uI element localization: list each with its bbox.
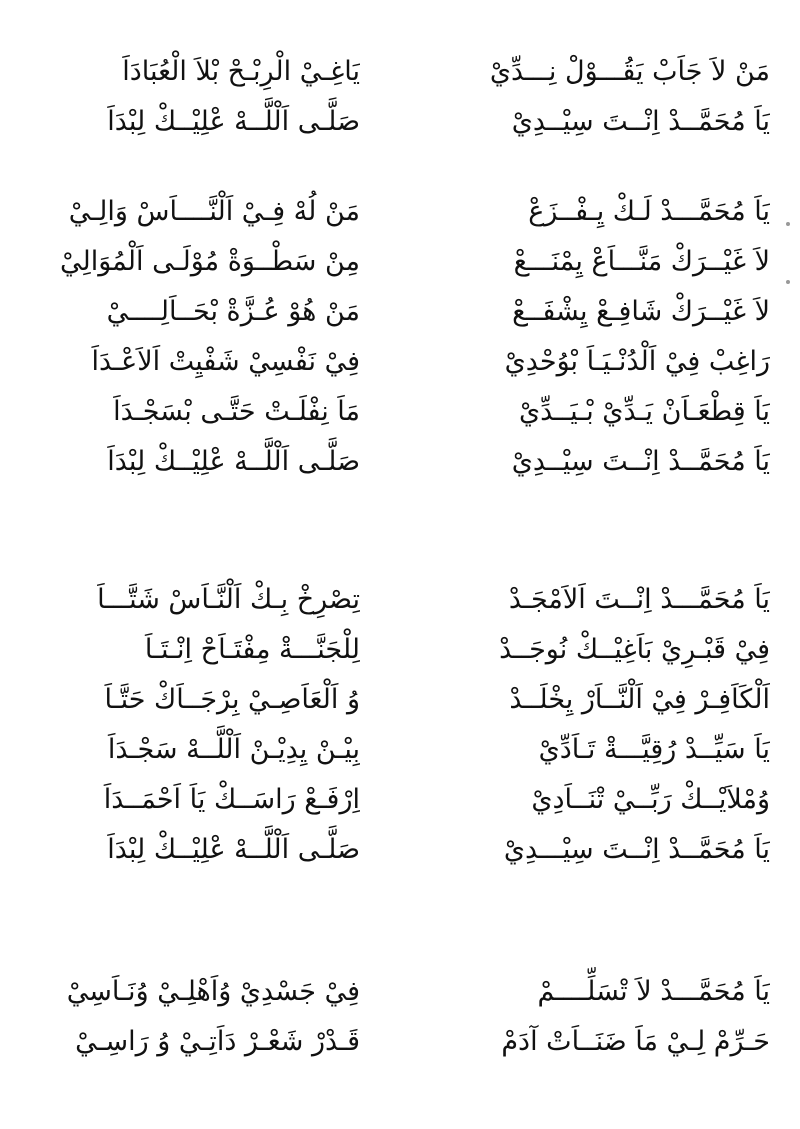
stanza-1 [0, 47, 800, 147]
verse [0, 387, 800, 437]
scan-speck [786, 280, 790, 284]
hemistich-first: يَاَ مُحَمَّـــدْ لاَ تْسَلِّــــمْ [537, 976, 770, 1007]
hemistich-second: مَنْ هُوْ عُـزَّةْ بْحَــاَلِــــيْ [106, 296, 360, 327]
verse [0, 1017, 800, 1067]
stanza-2 [0, 187, 800, 487]
verse [0, 675, 800, 725]
verse [0, 187, 800, 237]
verse [0, 237, 800, 287]
hemistich-first: فِيْ قَبْـرِيْ بَاَغِيْــكْ نُوجَــدْ [499, 634, 770, 665]
hemistich-first: وُمْلاَيْــكْ رَبِّــيْ تْنَــاَدِيْ [531, 784, 770, 815]
verse [0, 725, 800, 775]
hemistich-first: يَاَ مُحَمَّـــدْ لَـكْ يِـفْــزَعْ [528, 196, 770, 227]
scan-speck [786, 222, 790, 226]
hemistich-second: صَلَّـى اَلْلَّــهْ عْلِيْــكْ لِبْدَاَ [107, 446, 360, 477]
verse [0, 337, 800, 387]
hemistich-second: مَنْ لُهْ فِـيْ اَلْنَّــــاَسْ وَالِـيْ [68, 196, 360, 227]
stanza-4 [0, 967, 800, 1067]
hemistich-first: لاَ غَيْــرَكْ مَنَّـــاَعْ يِمْنَـــعْ [513, 246, 770, 277]
hemistich-first: لاَ غَيْــرَكْ شَافِـعْ يِشْفَــعْ [512, 296, 770, 327]
hemistich-second: صَلَّـى اَلْلَّــهْ عْلِيْــكْ لِبْدَاَ [107, 834, 360, 865]
hemistich-first: حَـرِّمْ لِـيْ مَاَ ضَنَــاَتْ آدَمْ [501, 1026, 770, 1057]
hemistich-first: مَنْ لاَ جَاَبْ يَقُـــوْلْ نِـــدِّيْ [489, 56, 770, 87]
verse [0, 775, 800, 825]
hemistich-second: فِيْ جَسْدِيْ وُاَهْلِـيْ وُنَـاَسِيْ [66, 976, 360, 1007]
verse [0, 575, 800, 625]
verse [0, 47, 800, 97]
hemistich-second: اِرْفَـعْ رَاسَــكْ يَاَ اَحْمَــدَاَ [103, 784, 360, 815]
verse [0, 97, 800, 147]
hemistich-second: صَلَّـى اَلْلَّــهْ عْلِيْــكْ لِبْدَاَ [107, 106, 360, 137]
hemistich-first: رَاغِبْ فِيْ اَلْدُنْـيَـاَ بْوُحْدِيْ [504, 346, 770, 377]
hemistich-second: مِنْ سَطْــوَةْ مُوْلَـى اَلْمُوَالِيْ [59, 246, 360, 277]
verse [0, 825, 800, 875]
stanza-3 [0, 575, 800, 875]
hemistich-second: مَاَ نِفْلَـتْ حَتَّـى بْسَجْـدَاَ [113, 396, 360, 427]
hemistich-second: يَاغِـيْ الْرِبْـحْ بْلاَ الْعُبَادَاَ [122, 56, 360, 87]
verse [0, 967, 800, 1017]
verse [0, 437, 800, 487]
verse [0, 625, 800, 675]
verse [0, 287, 800, 337]
hemistich-first: يَاَ سَيِّــدْ رُقِيَّـــةْ تَـاَدِّيْ [538, 734, 770, 765]
hemistich-first: يَاَ مُحَمَّــدْ اِنْــتَ سِيْــدِيْ [511, 106, 770, 137]
hemistich-first: يَاَ مُحَمَّـــدْ اِنْــتَ اَلاَمْجَـدْ [508, 584, 770, 615]
hemistich-first: يَاَ مُحَمَّــدْ اِنْــتَ سِيْـــدِيْ [503, 834, 770, 865]
hemistich-second: وُ اَلْعَاَصِـيْ بِرْجَــاَكْ حَتَّـاَ [104, 684, 360, 715]
hemistich-second: لِلْجَنَّـــةْ مِفْتَـاَحْ اِنْـتَـاَ [144, 634, 360, 665]
hemistich-second: تِصْرِخْ بِـكْ اَلْنَّـاَسْ شَتَّـــاَ [97, 584, 360, 615]
hemistich-second: فِيْ نَفْسِيْ شَفْيِتْ اَلاَعْـدَاَ [91, 346, 360, 377]
hemistich-first: يَاَ مُحَمَّــدْ اِنْــتَ سِيْــدِيْ [511, 446, 770, 477]
hemistich-second: قَـدْرْ شَعْـرْ دَاَتِـيْ وُ رَاسِـيْ [75, 1026, 360, 1057]
hemistich-first: اَلْكَاَفِـرْ فِيْ اَلْنَّــاَرْ يِخْلَــدْ [509, 684, 770, 715]
hemistich-second: بِيْـنْ يِدِيْـنْ اَلْلَّــهْ سَجْـدَاَ [107, 734, 360, 765]
hemistich-first: يَاَ قِطْعَـاَنْ يَـدِّيْ بْـيَــدِّيْ [519, 396, 770, 427]
